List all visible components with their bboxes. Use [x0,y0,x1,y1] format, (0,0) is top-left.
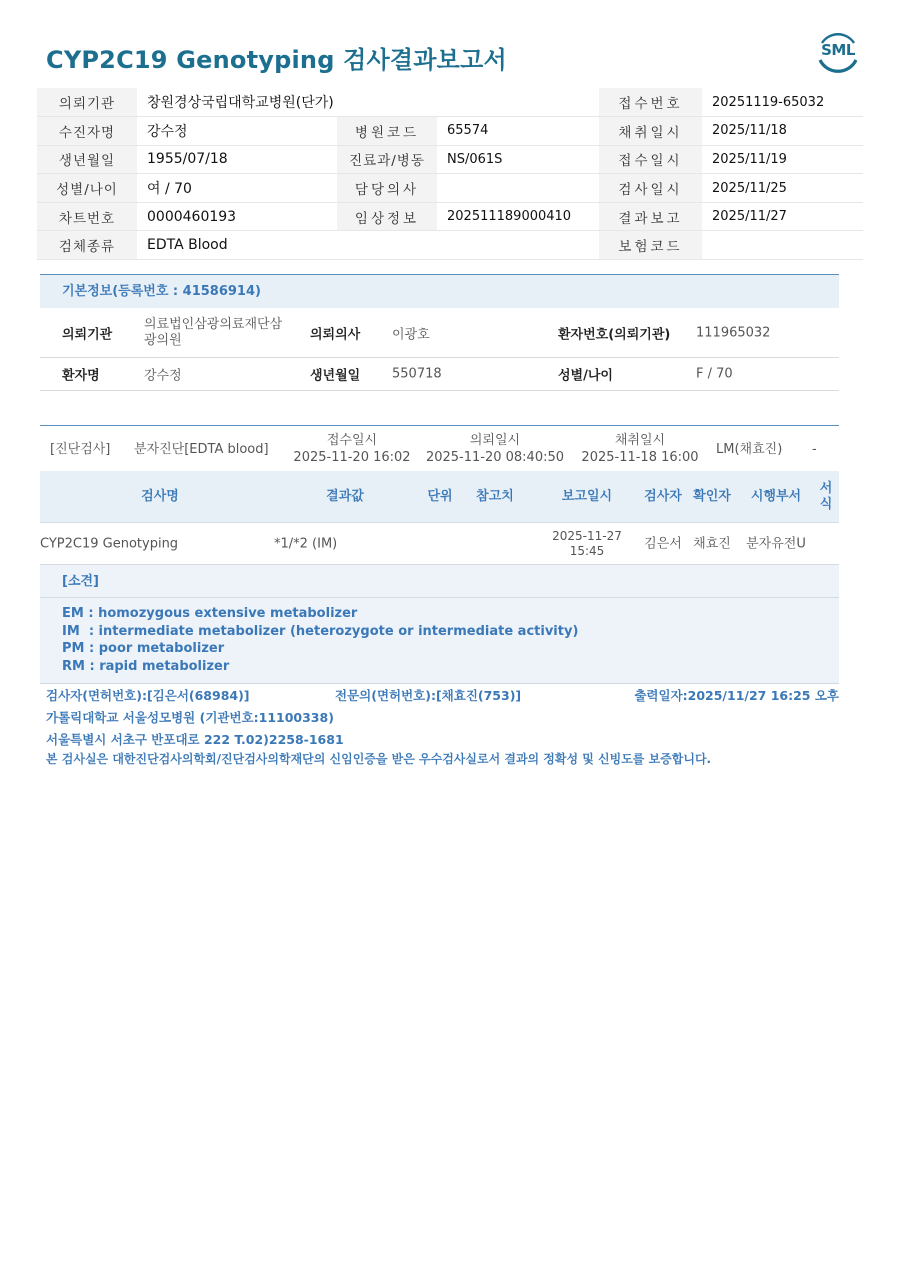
receipt-value: 2025-11-20 16:02 [293,450,411,465]
info-value-3-5: 2025/11/25 [702,174,863,203]
collect-value: 2025-11-18 16:00 [581,450,699,465]
info-value-2-5: 2025/11/19 [702,145,863,174]
collect-label: 채취일시 [614,433,666,448]
diagnosis-category: [진단검사] [50,442,111,457]
info-value-1-3: 65574 [437,117,599,146]
info-row-5 [37,231,863,260]
info-value-4-5: 2025/11/27 [702,202,863,231]
patient-name-label: 환자명 [62,368,100,384]
opinion-line-im: IM : intermediate metabolizer (heterozygote or intermediate activity) [62,623,579,639]
info-value-2-1: 1955/07/18 [137,145,337,174]
opinion-line-em: EM : homozygous extensive metabolizer [62,606,358,621]
info-label-2-2: 진료과/병동 [337,145,437,174]
info-value-0-3: 20251119-65032 [702,88,863,117]
footer-address: 서울특별시 서초구 반포대로 222 T.02)2258-1681 [46,732,344,747]
info-label-5-2: 보험코드 [599,231,702,260]
request-datetime [424,432,566,466]
report-title: CYP2C19 Genotyping 검사결과보고서 [46,46,507,74]
result-report-datetime [546,529,628,559]
opinion-section [40,565,839,684]
result-confirmer: 채효진 [693,536,731,551]
info-value-3-3 [437,174,599,203]
footer-hospital: 가톨릭대학교 서울성모병원 (기관번호:11100338) [46,710,334,725]
basic-info-row-2 [40,358,839,391]
info-row-4 [37,202,863,231]
sex-age-label: 성별/나이 [558,368,613,384]
result-value: *1/*2 (IM) [274,536,338,551]
info-label-0-0: 의뢰기관 [37,88,137,117]
info-value-4-1: 0000460193 [137,202,337,231]
col-reference: 참고치 [476,488,514,504]
info-label-1-4: 채취일시 [599,117,702,146]
basic-info-row-1 [40,308,839,358]
footer-printed-date: 출력일자:2025/11/27 16:25 오후 [634,688,839,703]
sml-logo [814,28,862,76]
info-label-4-2: 임상정보 [337,202,437,231]
info-label-2-0: 생년월일 [37,145,137,174]
col-confirmer: 확인자 [693,488,731,504]
sex-age-value: F / 70 [696,366,733,382]
info-label-2-4: 접수일시 [599,145,702,174]
diagnosis-dash: - [812,442,817,457]
footer-tester: 검사자(면허번호):[김은서(68984)] [46,688,250,703]
opinion-line-rm: RM : rapid metabolizer [62,658,230,674]
logo-text: SML [821,41,855,59]
basic-info-section [40,274,839,391]
info-value-1-1: 강수정 [137,117,337,146]
col-format: 서식 [819,480,833,512]
receipt-datetime [290,432,414,466]
result-department: 분자유전U [746,536,806,551]
result-column-header [40,471,839,523]
patient-number-value: 111965032 [696,325,771,340]
info-value-1-5: 2025/11/18 [702,117,863,146]
patient-number-label: 환자번호(의뢰기관) [558,327,671,342]
lab-manager: LM(채효진) [716,442,783,457]
diagnosis-header [40,425,839,471]
col-result-value: 결과값 [326,488,364,504]
info-row-1 [37,117,863,146]
info-value-5-1: EDTA Blood [137,231,599,260]
info-value-5-3 [702,231,863,260]
info-row-3 [37,174,863,203]
result-test-name: CYP2C19 Genotyping [40,536,179,551]
report-date: 2025-11-27 [552,528,622,543]
info-row-0 [37,88,863,117]
diagnosis-department: 분자진단[EDTA blood] [134,442,269,457]
result-tester: 김은서 [644,536,682,551]
info-label-3-4: 검사일시 [599,174,702,203]
info-value-2-3: NS/061S [437,145,599,174]
info-value-4-3: 202511189000410 [437,202,599,231]
col-department: 시행부서 [750,488,802,504]
birthdate-label: 생년월일 [310,368,361,384]
footer-specialist: 전문의(면허번호):[채효진(753)] [335,688,522,703]
request-value: 2025-11-20 08:40:50 [425,450,565,465]
basic-info-header: 기본정보(등록번호 : 41586914) [40,274,839,308]
opinion-body [40,598,839,675]
request-label: 의뢰일시 [469,433,521,448]
opinion-line-pm: PM : poor metabolizer [62,641,225,656]
collect-datetime [578,432,702,466]
info-label-1-2: 병원코드 [337,117,437,146]
info-label-3-2: 담당의사 [337,174,437,203]
patient-name-value: 강수정 [144,368,182,384]
col-unit: 단위 [427,488,453,504]
info-label-0-2: 접수번호 [599,88,702,117]
referring-doctor-label: 의뢰의사 [310,327,361,342]
info-label-4-4: 결과보고 [599,202,702,231]
footer-certification: 본 검사실은 대한진단검사의학회/진단검사의학재단의 신임인증을 받은 우수검사실로서 결과의 정확성 및 신빙도를 보증합니다. [46,752,712,766]
info-label-1-0: 수진자명 [37,117,137,146]
patient-info-table [37,88,863,260]
referring-institution-value: 의료법인삼광의료재단삼광의원 [144,316,283,348]
referring-institution-label: 의뢰기관 [62,327,113,342]
info-value-3-1: 여 / 70 [137,174,337,203]
birthdate-value: 550718 [392,366,442,382]
col-tester: 검사자 [644,488,682,504]
report-time: 15:45 [569,543,605,558]
col-report-date: 보고일시 [561,488,613,504]
opinion-header: [소견] [40,565,839,598]
referring-doctor-value: 이광호 [392,327,430,342]
info-label-5-0: 검체종류 [37,231,137,260]
receipt-label: 접수일시 [326,433,378,448]
info-value-0-1: 창원경상국립대학교병원(단가) [137,88,599,117]
info-label-4-0: 차트번호 [37,202,137,231]
result-row[interactable] [40,523,839,565]
col-test-name: 검사명 [141,488,179,504]
info-label-3-0: 성별/나이 [37,174,137,203]
info-row-2 [37,145,863,174]
